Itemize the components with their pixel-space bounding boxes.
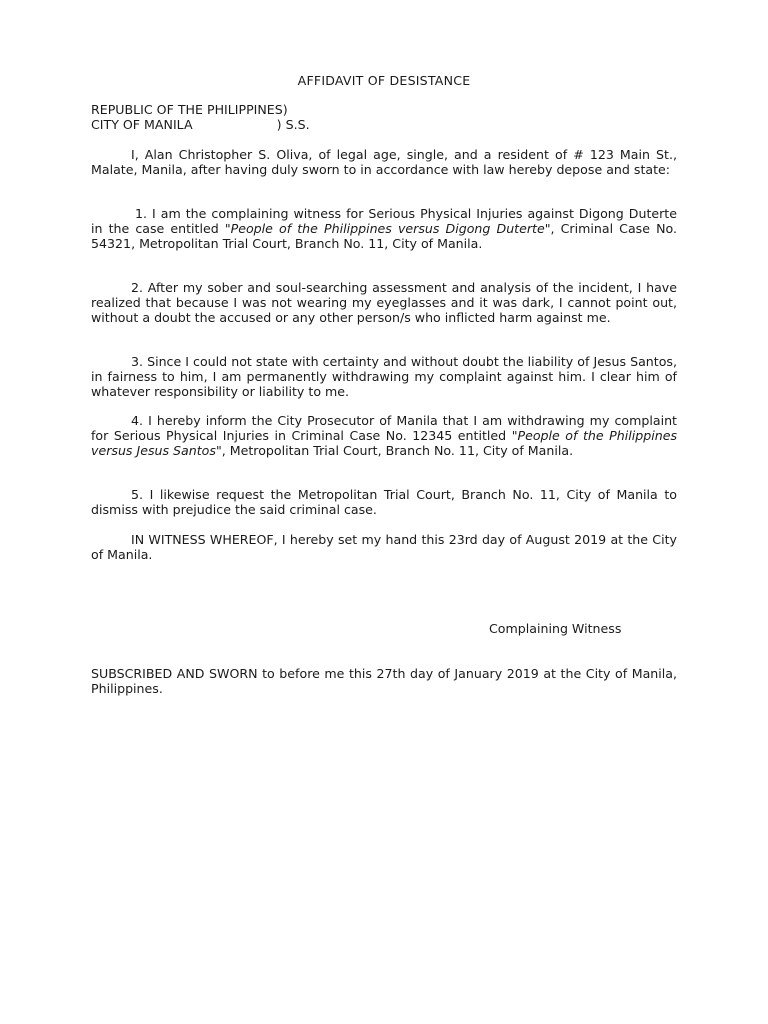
paragraph-1-text-end: , Criminal Case No. 54321, Metropolitan Trial Court, Branch No. 11, City of Manila. <box>91 220 677 251</box>
paragraph-4 <box>91 414 677 458</box>
paragraph-4-case-title: "People of the Philippines versus Jesus Santos" <box>91 427 678 458</box>
caption-republic: REPUBLIC OF THE PHILIPPINES) <box>91 102 288 117</box>
paragraph-4-text-end: , Metropolitan Trial Court, Branch No. 11, City of Manila. <box>221 442 574 458</box>
paragraph-5: 5. I likewise request the Metropolitan Trial Court, Branch No. 11, City of Manila to dismiss with prejudice the said criminal case. <box>91 487 677 517</box>
jurat-paragraph: SUBSCRIBED AND SWORN to before me this 27th day of January 2019 at the City of Manila, Philippines. <box>91 666 677 696</box>
paragraph-1 <box>91 207 677 251</box>
paragraph-3: 3. Since I could not state with certainty and without doubt the liability of Jesus Santos, in fairness to him, I am permanently withdrawing my complaint against him. I clear him of whatever responsibility or liability to me. <box>91 354 677 399</box>
intro-paragraph: I, Alan Christopher S. Oliva, of legal age, single, and a resident of # 123 Main St., Malate, Manila, after having duly sworn to in accordance with law hereby depose and state: <box>91 147 677 177</box>
paragraph-4-text: 4. I hereby inform the City Prosecutor of Manila that I am withdrawing my complaint for Serious Physical Injuries in Criminal Case No. 12345 entitled <box>91 413 677 443</box>
witness-clause: IN WITNESS WHEREOF, I hereby set my hand this 23rd day of August 2019 at the City of Manila. <box>91 532 677 562</box>
paragraph-1-case-title: "People of the Philippines versus Digong Duterte" <box>224 220 551 236</box>
paragraph-1-text: 1. I am the complaining witness for Serious Physical Injuries against Digong Duterte in the case entitled <box>91 206 677 236</box>
paragraph-2: 2. After my sober and soul-searching assessment and analysis of the incident, I have realized that because I was not wearing my eyeglasses and it was dark, I cannot point out, without a doubt the accused or any other person/s who inflicted harm against me. <box>91 280 677 325</box>
signature-label: Complaining Witness <box>489 621 622 636</box>
venue-caption <box>91 103 391 133</box>
caption-city: CITY OF MANILA ) S.S. <box>91 116 310 132</box>
document-title: AFFIDAVIT OF DESISTANCE <box>297 73 471 88</box>
